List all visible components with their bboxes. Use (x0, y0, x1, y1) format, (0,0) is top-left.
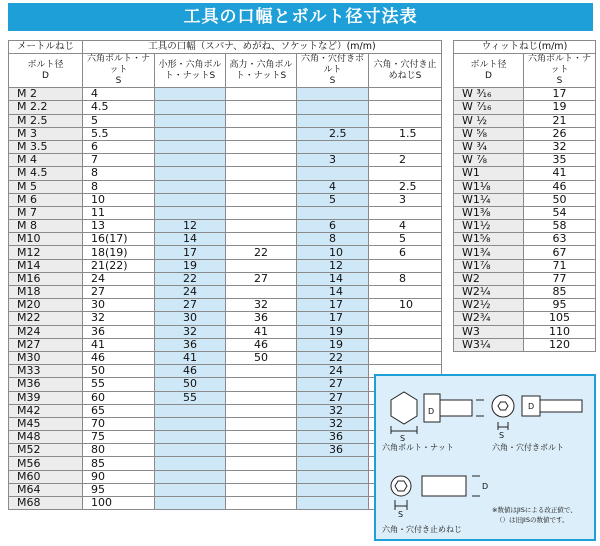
metric-col-header: 六角ボルト・ナット S (83, 54, 155, 88)
table-row (9, 220, 442, 233)
width-cell: 8 (83, 180, 155, 193)
width-cell: 2.5 (297, 127, 369, 140)
width-cell: 80 (83, 444, 155, 457)
width-cell (226, 167, 297, 180)
table-row (9, 272, 442, 285)
width-cell: 5 (297, 193, 369, 206)
width-cell: 10 (83, 193, 155, 206)
width-cell: 1.5 (369, 127, 442, 140)
width-cell: 14 (297, 272, 369, 285)
width-cell (369, 167, 442, 180)
bolt-diameter-cell: M20 (9, 299, 83, 312)
width-cell (369, 286, 442, 299)
table-row (454, 140, 596, 153)
width-cell (155, 193, 226, 206)
whitworth-width-cell: 110 (524, 325, 596, 338)
width-cell (226, 233, 297, 246)
whitworth-diameter-cell: W ⁵⁄₈ (454, 127, 524, 140)
table-row (454, 246, 596, 259)
width-cell: 36 (297, 444, 369, 457)
width-cell: 5.5 (83, 127, 155, 140)
width-cell (226, 365, 297, 378)
bolt-diameter-cell: M 3 (9, 127, 83, 140)
width-cell: 46 (226, 338, 297, 351)
whitworth-diameter-cell: W1⅜ (454, 206, 524, 219)
whitworth-width-cell: 41 (524, 167, 596, 180)
width-cell (226, 391, 297, 404)
width-cell: 30 (83, 299, 155, 312)
bolt-diameter-cell: M 4 (9, 154, 83, 167)
width-cell (297, 140, 369, 153)
width-cell: 55 (83, 378, 155, 391)
width-cell: 50 (155, 378, 226, 391)
whitworth-width-cell: 19 (524, 101, 596, 114)
width-cell: 7 (83, 154, 155, 167)
bolt-diameter-cell: M 6 (9, 193, 83, 206)
hex-bolt-label: 六角ボルト・ナット (382, 443, 454, 452)
table-row (454, 206, 596, 219)
bolt-diameter-cell: M 5 (9, 180, 83, 193)
set-screw-d-letter: D (482, 482, 489, 491)
bolt-diameter-cell: M27 (9, 338, 83, 351)
table-row (454, 299, 596, 312)
bolt-diameter-cell: M 8 (9, 220, 83, 233)
table-row (9, 167, 442, 180)
width-cell: 32 (297, 404, 369, 417)
whitworth-diameter-cell: W3 (454, 325, 524, 338)
width-cell (226, 220, 297, 233)
width-cell: 6 (83, 140, 155, 153)
width-cell (297, 483, 369, 496)
table-row (454, 88, 596, 101)
bolt-diameter-cell: M 2.2 (9, 101, 83, 114)
width-cell: 41 (83, 338, 155, 351)
width-cell (155, 88, 226, 101)
bolt-type-diagram (374, 374, 596, 541)
table-row (9, 114, 442, 127)
width-cell: 8 (369, 272, 442, 285)
whitworth-col-header: ボルト径 D (454, 54, 524, 88)
table-row (9, 101, 442, 114)
whitworth-width-cell: 71 (524, 259, 596, 272)
bolt-diameter-cell: M56 (9, 457, 83, 470)
whitworth-width-cell: 120 (524, 338, 596, 351)
bolt-diameter-cell: M52 (9, 444, 83, 457)
width-cell: 5 (369, 233, 442, 246)
width-cell: 27 (297, 378, 369, 391)
table-row (454, 180, 596, 193)
table-row (9, 299, 442, 312)
width-cell (155, 483, 226, 496)
whitworth-diameter-cell: W ⁷⁄₁₆ (454, 101, 524, 114)
metric-group-header: メートルねじ (9, 41, 83, 54)
width-cell (226, 88, 297, 101)
whitworth-width-cell: 67 (524, 246, 596, 259)
table-row (454, 312, 596, 325)
bolt-diameter-cell: M18 (9, 286, 83, 299)
width-cell: 85 (83, 457, 155, 470)
whitworth-diameter-cell: W1½ (454, 220, 524, 233)
metric-col-header: ボルト径 D (9, 54, 83, 88)
whitworth-diameter-cell: W1⅞ (454, 259, 524, 272)
width-cell (226, 140, 297, 153)
table-row (9, 246, 442, 259)
width-cell: 19 (155, 259, 226, 272)
width-cell (369, 88, 442, 101)
whitworth-diameter-cell: W2 (454, 272, 524, 285)
width-cell (155, 444, 226, 457)
width-cell (226, 457, 297, 470)
whitworth-width-cell: 85 (524, 286, 596, 299)
width-cell: 100 (83, 497, 155, 510)
metric-col-header: 六角・穴付きボルト S (297, 54, 369, 88)
whitworth-diameter-cell: W2¼ (454, 286, 524, 299)
width-cell (369, 206, 442, 219)
table-row (454, 154, 596, 167)
table-row (9, 127, 442, 140)
bolt-diameter-cell: M68 (9, 497, 83, 510)
width-cell: 32 (155, 325, 226, 338)
width-cell: 17 (297, 299, 369, 312)
table-row (454, 114, 596, 127)
whitworth-diameter-cell: W1⅛ (454, 180, 524, 193)
table-row (9, 325, 442, 338)
whitworth-width-cell: 21 (524, 114, 596, 127)
width-cell (297, 101, 369, 114)
width-cell (155, 114, 226, 127)
table-row (9, 154, 442, 167)
width-cell (226, 286, 297, 299)
width-cell: 2 (369, 154, 442, 167)
table-row (454, 127, 596, 140)
socket-bolt-label: 六角・穴付きボルト (492, 443, 564, 452)
whitworth-width-cell: 32 (524, 140, 596, 153)
metric-col-header: 高力・六角ボルト・ナットS (226, 54, 297, 88)
bolt-diameter-cell: M14 (9, 259, 83, 272)
whitworth-width-cell: 17 (524, 88, 596, 101)
width-cell: 27 (155, 299, 226, 312)
width-cell (155, 140, 226, 153)
width-cell (155, 101, 226, 114)
width-cell (226, 431, 297, 444)
width-cell: 8 (297, 233, 369, 246)
width-cell: 4 (369, 220, 442, 233)
width-cell: 22 (226, 246, 297, 259)
width-cell (297, 114, 369, 127)
whitworth-diameter-cell: W ³⁄₁₆ (454, 88, 524, 101)
width-cell: 36 (83, 325, 155, 338)
table-row (454, 338, 596, 351)
width-cell: 17 (155, 246, 226, 259)
socket-bolt-s-letter: S (499, 431, 505, 440)
tool-width-group-header: 工具の口幅（スパナ、めがね、ソケットなど）(m/m) (83, 41, 442, 54)
table-row (9, 286, 442, 299)
width-cell (226, 154, 297, 167)
note-line-2: （）は旧JISの数値です。 (496, 516, 569, 524)
width-cell (155, 431, 226, 444)
whitworth-diameter-cell: W1 (454, 167, 524, 180)
width-cell (155, 127, 226, 140)
width-cell (297, 167, 369, 180)
width-cell: 12 (297, 259, 369, 272)
whitworth-width-cell: 105 (524, 312, 596, 325)
bolt-diameter-cell: M 4.5 (9, 167, 83, 180)
width-cell (297, 457, 369, 470)
width-cell: 18(19) (83, 246, 155, 259)
whitworth-width-cell: 26 (524, 127, 596, 140)
table-row (454, 233, 596, 246)
set-screw-label: 六角・穴付き止めねじ (382, 525, 462, 534)
whitworth-width-cell: 54 (524, 206, 596, 219)
table-row (454, 101, 596, 114)
width-cell (369, 351, 442, 364)
set-screw-drawing (391, 476, 480, 510)
whitworth-diameter-cell: W ⅞ (454, 154, 524, 167)
width-cell: 30 (155, 312, 226, 325)
table-row (9, 88, 442, 101)
width-cell: 16(17) (83, 233, 155, 246)
width-cell (369, 114, 442, 127)
hex-bolt-s-letter: S (400, 434, 406, 443)
width-cell: 10 (297, 246, 369, 259)
width-cell (297, 470, 369, 483)
width-cell (226, 259, 297, 272)
table-row (454, 193, 596, 206)
width-cell (226, 444, 297, 457)
width-cell: 60 (83, 391, 155, 404)
width-cell: 4 (83, 88, 155, 101)
width-cell (155, 167, 226, 180)
table-row (9, 312, 442, 325)
hex-bolt-d-letter: D (428, 407, 435, 416)
metric-col-header: 小形・六角ボルト・ナットS (155, 54, 226, 88)
bolt-diameter-cell: M48 (9, 431, 83, 444)
width-cell: 55 (155, 391, 226, 404)
whitworth-width-cell: 63 (524, 233, 596, 246)
whitworth-diameter-cell: W2½ (454, 299, 524, 312)
width-cell: 46 (83, 351, 155, 364)
width-cell: 14 (297, 286, 369, 299)
bolt-diameter-cell: M10 (9, 233, 83, 246)
width-cell: 27 (297, 391, 369, 404)
table-row (9, 140, 442, 153)
table-row (9, 233, 442, 246)
bolt-diameter-cell: M30 (9, 351, 83, 364)
width-cell (226, 127, 297, 140)
width-cell: 24 (83, 272, 155, 285)
width-cell: 24 (155, 286, 226, 299)
width-cell: 11 (83, 206, 155, 219)
table-row (454, 220, 596, 233)
table-row (454, 325, 596, 338)
width-cell: 95 (83, 483, 155, 496)
whitworth-width-cell: 58 (524, 220, 596, 233)
width-cell (226, 497, 297, 510)
socket-bolt-drawing (492, 395, 582, 430)
table-row (9, 180, 442, 193)
width-cell (155, 154, 226, 167)
width-cell: 10 (369, 299, 442, 312)
width-cell (226, 114, 297, 127)
bolt-diameter-cell: M 7 (9, 206, 83, 219)
bolt-diameter-cell: M12 (9, 246, 83, 259)
width-cell: 46 (155, 365, 226, 378)
width-cell: 4 (297, 180, 369, 193)
bolt-diameter-cell: M39 (9, 391, 83, 404)
table-row (454, 286, 596, 299)
bolt-diameter-cell: M16 (9, 272, 83, 285)
bolt-diameter-cell: M45 (9, 417, 83, 430)
width-cell (155, 497, 226, 510)
table-row (9, 193, 442, 206)
width-cell: 14 (155, 233, 226, 246)
width-cell (369, 259, 442, 272)
width-cell (226, 483, 297, 496)
width-cell: 2.5 (369, 180, 442, 193)
table-row (454, 259, 596, 272)
width-cell (369, 140, 442, 153)
width-cell: 8 (83, 167, 155, 180)
width-cell (226, 206, 297, 219)
width-cell: 70 (83, 417, 155, 430)
width-cell: 4.5 (83, 101, 155, 114)
socket-bolt-d-letter: D (528, 402, 535, 411)
bolt-diameter-cell: M 2 (9, 88, 83, 101)
width-cell: 32 (83, 312, 155, 325)
width-cell: 3 (369, 193, 442, 206)
note-line-1: ※数値はJISによる改正値で、 (492, 506, 577, 514)
table-row (454, 167, 596, 180)
bolt-diameter-cell: M24 (9, 325, 83, 338)
width-cell: 21(22) (83, 259, 155, 272)
width-cell: 19 (297, 325, 369, 338)
whitworth-diameter-cell: W1¾ (454, 246, 524, 259)
width-cell: 22 (297, 351, 369, 364)
width-cell: 17 (297, 312, 369, 325)
width-cell: 32 (226, 299, 297, 312)
width-cell: 36 (155, 338, 226, 351)
width-cell (226, 193, 297, 206)
width-cell (226, 470, 297, 483)
bolt-diameter-cell: M22 (9, 312, 83, 325)
bolt-diameter-cell: M36 (9, 378, 83, 391)
width-cell (226, 378, 297, 391)
width-cell (226, 404, 297, 417)
width-cell (297, 88, 369, 101)
width-cell (369, 312, 442, 325)
width-cell: 90 (83, 470, 155, 483)
width-cell: 19 (297, 338, 369, 351)
width-cell (155, 470, 226, 483)
width-cell (369, 101, 442, 114)
table-row (9, 206, 442, 219)
bolt-diameter-cell: M60 (9, 470, 83, 483)
width-cell: 12 (155, 220, 226, 233)
set-screw-s-letter: S (398, 510, 404, 519)
page-title: 工具の口幅とボルト径寸法表 (8, 3, 593, 31)
width-cell (297, 206, 369, 219)
whitworth-diameter-cell: W2¾ (454, 312, 524, 325)
width-cell (297, 497, 369, 510)
width-cell: 13 (83, 220, 155, 233)
width-cell: 6 (297, 220, 369, 233)
whitworth-diameter-cell: W1⁵⁄₈ (454, 233, 524, 246)
width-cell: 65 (83, 404, 155, 417)
width-cell: 27 (83, 286, 155, 299)
bolt-diameter-cell: M 3.5 (9, 140, 83, 153)
whitworth-diameter-cell: W1¼ (454, 193, 524, 206)
whitworth-size-table (453, 40, 596, 352)
width-cell: 50 (83, 365, 155, 378)
table-row (9, 351, 442, 364)
metric-col-header: 六角・穴付き止めねじS (369, 54, 442, 88)
width-cell: 41 (155, 351, 226, 364)
bolt-diameter-cell: M 2.5 (9, 114, 83, 127)
width-cell (155, 404, 226, 417)
whitworth-col-header: 六角ボルト・ナット S (524, 54, 596, 88)
whitworth-width-cell: 77 (524, 272, 596, 285)
whitworth-group-header: ウィットねじ(m/m) (454, 41, 596, 54)
bolt-diameter-cell: M33 (9, 365, 83, 378)
whitworth-width-cell: 46 (524, 180, 596, 193)
width-cell: 50 (226, 351, 297, 364)
width-cell (226, 417, 297, 430)
table-row (454, 272, 596, 285)
whitworth-width-cell: 35 (524, 154, 596, 167)
width-cell (155, 180, 226, 193)
width-cell (226, 180, 297, 193)
width-cell: 27 (226, 272, 297, 285)
whitworth-diameter-cell: W ½ (454, 114, 524, 127)
whitworth-width-cell: 95 (524, 299, 596, 312)
width-cell: 36 (297, 431, 369, 444)
width-cell: 6 (369, 246, 442, 259)
table-row (9, 338, 442, 351)
whitworth-width-cell: 50 (524, 193, 596, 206)
width-cell (369, 338, 442, 351)
hex-bolt-drawing (391, 392, 484, 434)
width-cell: 32 (297, 417, 369, 430)
width-cell: 24 (297, 365, 369, 378)
whitworth-diameter-cell: W3¼ (454, 338, 524, 351)
width-cell: 36 (226, 312, 297, 325)
width-cell: 3 (297, 154, 369, 167)
width-cell: 5 (83, 114, 155, 127)
width-cell (155, 206, 226, 219)
width-cell: 41 (226, 325, 297, 338)
bolt-diameter-cell: M64 (9, 483, 83, 496)
width-cell (155, 457, 226, 470)
bolt-diameter-cell: M42 (9, 404, 83, 417)
whitworth-diameter-cell: W ¾ (454, 140, 524, 153)
width-cell (226, 101, 297, 114)
width-cell (369, 325, 442, 338)
width-cell: 75 (83, 431, 155, 444)
width-cell: 22 (155, 272, 226, 285)
width-cell (155, 417, 226, 430)
table-row (9, 259, 442, 272)
